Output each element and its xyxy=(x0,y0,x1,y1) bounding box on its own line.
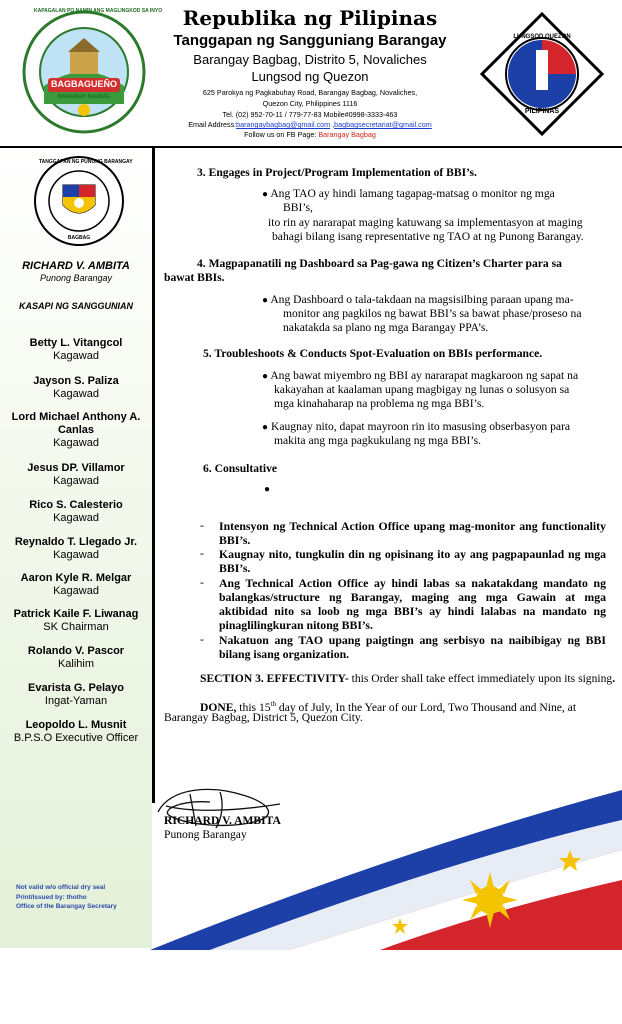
email-separator: , xyxy=(330,120,335,129)
member-position: Kagawad xyxy=(53,475,99,487)
seal-bagbag-text: BAGBAG xyxy=(67,235,91,241)
item-3-heading: 3. Engages in Project/Program Implementation of BBI’s. xyxy=(197,166,477,179)
council-member xyxy=(0,572,152,598)
seal-bottom-text: PILIPINAS xyxy=(524,108,560,115)
done-text: this 15 xyxy=(236,700,271,714)
fb-label: Follow us on FB Page: xyxy=(244,130,319,139)
bullet-text-line: kakayahan at kaalaman upang magbigay ng lunas o solusyon sa xyxy=(274,383,570,396)
street-line: 625 Parokya ng Pagkabuhay Road, Barangay Bagbag, Novaliches, xyxy=(202,88,418,97)
member-name: Patrick Kaile F. Liwanag xyxy=(13,608,139,620)
done-label: DONE, xyxy=(200,700,237,714)
section-3-text: this Order shall take effect immediately upon its signing xyxy=(348,672,613,685)
issued-by-note: Print/Issued by: thotho xyxy=(16,894,87,901)
member-name: Betty L. Vitangcol xyxy=(29,337,123,349)
sidebar-divider xyxy=(152,148,155,803)
signatory-name: RICHARD V. AMBITA xyxy=(164,814,281,827)
member-position: Kagawad xyxy=(53,350,99,362)
office-title: Tanggapan ng Sangguniang Barangay xyxy=(173,32,447,49)
bullet-text-line: makita ang mga pagkukulang ng mga BBI’s. xyxy=(274,434,482,447)
item-5-bullet-2: ● Kaugnay nito, dapat mayroon rin ito masusing obserbasyon para xyxy=(262,420,571,433)
email-link-1[interactable]: barangaybagbag@gmail.com xyxy=(236,120,331,129)
council-heading: KASAPI NG SANGGUNIAN xyxy=(18,301,133,311)
section-3-end: . xyxy=(612,672,616,685)
bullet-text: Kaugnay nito, dapat mayroon rin ito masusing obserbasyon para xyxy=(270,420,571,433)
member-position: Kagawad xyxy=(53,585,99,597)
member-name: Aaron Kyle R. Melgar xyxy=(20,572,132,584)
city-zip-line: Quezon City, Philippines 1116 xyxy=(262,99,358,108)
email-label: Email Address: xyxy=(188,120,237,129)
empty-bullet: ● xyxy=(264,484,271,495)
address-line: Barangay Bagbag, Distrito 5, Novaliches xyxy=(193,52,427,67)
member-name: Reynaldo T. Llegado Jr. xyxy=(14,536,138,548)
item-4-heading: 4. Magpapanatili ng Dashboard sa Pag-gawa ng Citizen’s Charter para sa xyxy=(197,257,562,270)
done-text: day of July, In the Year of our Lord, Two Thousand and Nine, at xyxy=(276,700,577,714)
dash-item: Nakatuon ang TAO upang paigtingn ang serbisyo na naibibigay ng BBI bilang isang organization. xyxy=(219,633,606,661)
member-position: Kalihim xyxy=(57,658,95,670)
council-member xyxy=(0,337,152,363)
member-position: B.P.S.O Executive Officer xyxy=(13,732,139,744)
council-member xyxy=(0,462,152,488)
bullet-text-line: BBI’s, xyxy=(283,201,313,214)
signatory-title: Punong Barangay xyxy=(164,828,247,841)
member-position: Kagawad xyxy=(53,512,99,524)
item-4-heading-line-2: bawat BBIs. xyxy=(164,271,225,284)
fb-page-link[interactable]: Barangay Bagbag xyxy=(318,130,376,139)
section-3-label: SECTION 3. EFFECTIVITY- xyxy=(200,672,349,685)
member-position: Kagawad xyxy=(53,549,99,561)
council-member xyxy=(0,499,152,525)
email-line xyxy=(150,120,470,129)
dash-item: Ang Technical Action Office ay hindi labas sa nakatakdang mandato ng balangkas/structure ng Barangay, maging ang mga Gawain at mga aktibidad nito sa loob ng mga BBI’s ay hindi lalabas na mandato ng pinaglilingkuran nitong BBI’s. xyxy=(219,576,606,632)
member-name: Evarista G. Pelayo xyxy=(28,682,124,694)
logo-banner-text: BAGBAGUEÑO xyxy=(50,79,117,89)
seal-top-text: LUNGSOD QUEZON xyxy=(513,34,571,40)
chairman-name: RICHARD V. AMBITA xyxy=(22,260,130,272)
member-position: Kagawad xyxy=(53,388,99,400)
bullet-text: Ang bawat miyembro ng BBI ay nararapat magkaroon ng sapat na xyxy=(270,369,579,382)
bullet-text-line: mga kinahaharap na problema ng mga BBI’s. xyxy=(274,397,485,410)
bullet-text-line: bahagi bilang isang representative ng TAO at ng Punong Barangay. xyxy=(272,230,584,243)
item-5-bullet-1: ● Ang bawat miyembro ng BBI ay nararapat magkaroon ng sapat na xyxy=(262,369,579,382)
dash-marker: - xyxy=(200,547,204,560)
section-3-paragraph xyxy=(200,672,615,686)
logo-sub-text: BARANGAY BAGBAG xyxy=(58,94,110,100)
bullet-text: Ang Dashboard o tala-takdaan na magsisilbing paraan upang ma- xyxy=(270,293,574,306)
member-name: Leopoldo L. Musnit xyxy=(25,719,127,731)
chairman-position: Punong Barangay xyxy=(39,273,113,283)
member-position: SK Chairman xyxy=(43,621,109,633)
council-member xyxy=(0,608,152,634)
done-paragraph-line-2: Barangay Bagbag, District 5, Quezon City. xyxy=(164,711,363,724)
council-member xyxy=(0,682,152,708)
bullet-text-line: ito rin ay nararapat maging katuwang sa implementasyon at maging xyxy=(268,216,583,229)
member-name: Lord Michael Anthony A. xyxy=(11,411,141,423)
dash-item: Kaugnay nito, tungkulin din ng opisinang ito ay ang pagpapaunlad ng mga BBI’s. xyxy=(219,547,606,575)
tel-line: Tel. (02) 952-70-11 / 779-77-83 Mobile#0998-3333-463 xyxy=(222,110,398,119)
dash-marker: - xyxy=(200,633,204,646)
bullet-text: Ang TAO ay hindi lamang tagapag-matsag o monitor ng mga xyxy=(270,187,555,200)
item-6-heading: 6. Consultative xyxy=(203,462,278,475)
city-line: Lungsod ng Quezon xyxy=(251,69,369,84)
republic-title: Republika ng Pilipinas xyxy=(182,6,438,30)
council-member xyxy=(0,645,152,671)
council-member xyxy=(0,536,152,562)
punong-barangay-seal xyxy=(33,155,133,247)
member-name: Jesus DP. Villamor xyxy=(27,462,125,474)
dash-marker: - xyxy=(200,519,204,532)
item-3-bullet-1: ● Ang TAO ay hindi lamang tagapag-matsag o monitor ng mga xyxy=(262,187,555,200)
logo-ring-text: KAPAGALAN PO NAMIN ANG MAGLINGKOD SA INYO xyxy=(34,8,163,14)
item-4-bullet-1: ● Ang Dashboard o tala-takdaan na magsisilbing paraan upang ma- xyxy=(262,293,574,306)
member-name: Rico S. Calesterio xyxy=(29,499,123,511)
member-name-line-2: Canlas xyxy=(57,424,95,436)
member-position: Ingat-Yaman xyxy=(44,695,108,707)
barangay-logo xyxy=(20,8,163,136)
dash-marker: - xyxy=(200,576,204,589)
bullet-text-line: nakatakda sa plano ng mga Barangay PPA’s. xyxy=(283,321,489,334)
item-5-heading: 5. Troubleshoots & Conducts Spot-Evaluation on BBIs performance. xyxy=(203,347,543,360)
member-position: Kagawad xyxy=(53,437,99,449)
seal-ring-text: TANGGAPAN NG PUNONG BARANGAY xyxy=(39,159,133,165)
bullet-text-line: monitor ang pagkilos ng bawat BBI’s sa bawat phase/proseso na xyxy=(283,307,582,320)
member-name: Rolando V. Pascor xyxy=(27,645,125,657)
email-link-2[interactable]: bagbagsecretariat@gmail.com xyxy=(334,120,432,129)
office-note: Office of the Barangay Secretary xyxy=(16,903,117,910)
dash-item: Intensyon ng Technical Action Office upang mag-monitor ang functionality BBI’s. xyxy=(219,519,606,547)
date-ordinal: th xyxy=(270,700,277,708)
council-member xyxy=(0,719,152,745)
fb-line xyxy=(150,130,470,139)
quezon-city-seal xyxy=(478,10,606,138)
council-member xyxy=(0,375,152,401)
council-member xyxy=(0,411,152,450)
validity-note: Not valid w/o official dry seal xyxy=(16,884,106,891)
member-name: Jayson S. Paliza xyxy=(33,375,119,387)
